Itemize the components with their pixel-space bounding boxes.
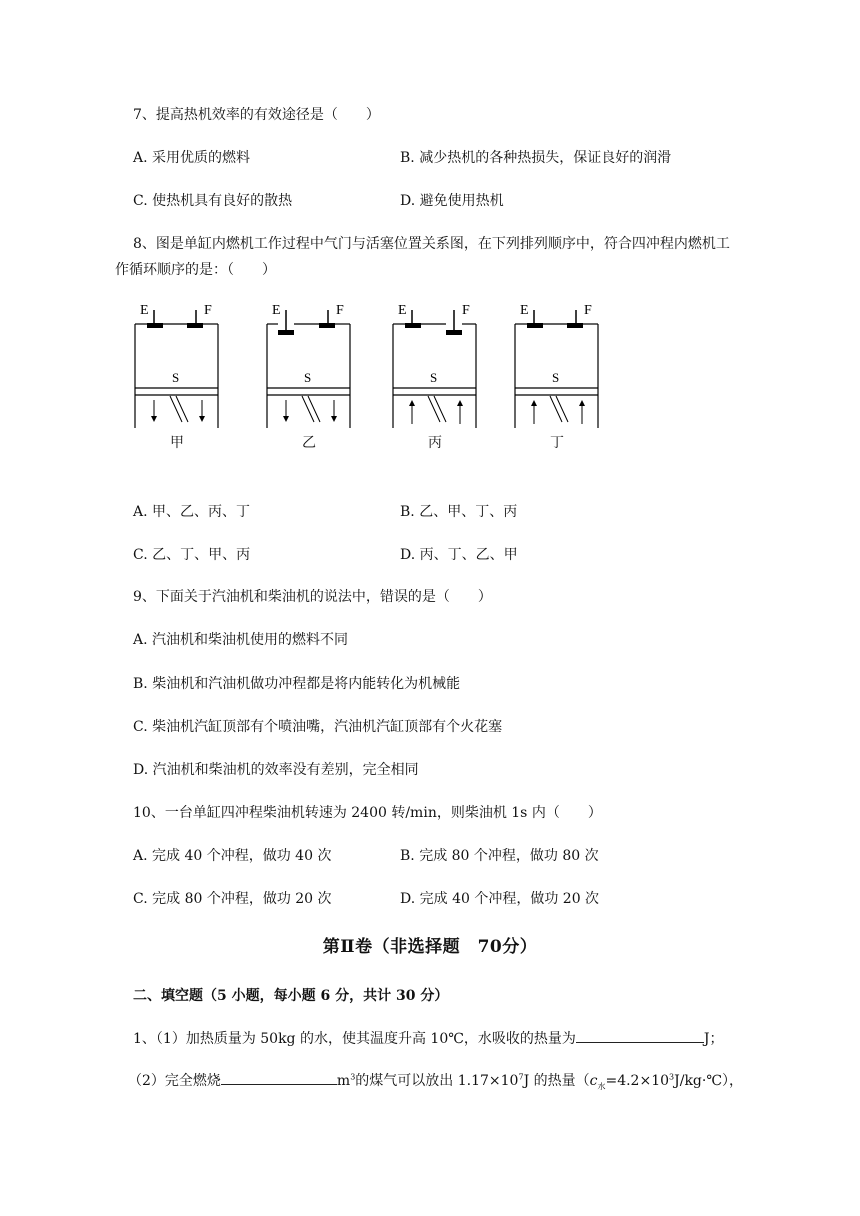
q8-option-a: A. 甲、乙、丙、丁 <box>133 504 251 520</box>
engine-caption: 甲 <box>170 435 184 451</box>
q9-option-c: C. 柴油机汽缸顶部有个喷油嘴，汽油机汽缸顶部有个火花塞 <box>133 719 503 735</box>
exponent: 3 <box>350 1072 356 1082</box>
q8-stem-line2: 作循环顺序的是：（ ） <box>115 262 276 278</box>
q8-option-b: B. 乙、甲、丁、丙 <box>400 504 518 520</box>
q7-option-b: B. 减少热机的各种热损失，保证良好的润滑 <box>400 150 672 166</box>
q10-option-b: B. 完成 80 个冲程，做功 80 次 <box>400 848 599 864</box>
q9-option-a: A. 汽油机和柴油机使用的燃料不同 <box>133 632 349 648</box>
fill1-line1 <box>133 1028 724 1049</box>
valve-e-label: E <box>520 303 529 318</box>
valve-f-label: F <box>462 303 470 318</box>
piston-label: S <box>304 370 312 385</box>
exponent: 7 <box>518 1072 524 1082</box>
fill1-line2 <box>128 1070 743 1091</box>
q9-option-d: D. 汽油机和柴油机的效率没有差别，完全相同 <box>133 762 419 778</box>
fill1-line2-text: （2）完全燃烧 <box>128 1073 221 1089</box>
subscript-water: 水 <box>597 1081 606 1091</box>
engine-yi <box>264 290 364 455</box>
q9-option-b: B. 柴油机和汽油机做功冲程都是将内能转化为机械能 <box>133 676 461 692</box>
valve-f-label: F <box>584 303 592 318</box>
part2-title: 第Ⅱ卷（非选择题 70分） <box>322 937 538 957</box>
fill1-line1-unit: J； <box>703 1031 724 1047</box>
q8-option-c: C. 乙、丁、甲、丙 <box>133 547 251 563</box>
q7-option-d: D. 避免使用热机 <box>400 193 504 209</box>
piston-label: S <box>430 370 438 385</box>
piston-label: S <box>552 370 560 385</box>
exponent: 3 <box>669 1072 675 1082</box>
engine-diagrams <box>0 290 860 460</box>
engine-ding <box>512 290 612 455</box>
engine-caption: 丙 <box>428 435 442 451</box>
engine-yi-figure <box>264 290 364 430</box>
fill1-line2-mid: 的煤气可以放出 1.17×10 <box>355 1073 519 1089</box>
fill1-line2-heat: J 的热量（ <box>523 1073 590 1089</box>
engine-caption: 丁 <box>550 435 564 451</box>
symbol-c: c <box>589 1073 598 1089</box>
engine-bing-figure <box>390 290 490 430</box>
fill-in-section-heading: 二、填空题（5 小题，每小题 6 分，共计 30 分） <box>133 988 449 1004</box>
fill1-line2-unit: J/kg·℃）， <box>674 1073 743 1089</box>
valve-e-label: E <box>272 303 281 318</box>
q10-option-c: C. 完成 80 个冲程，做功 20 次 <box>133 891 332 907</box>
answer-blank[interactable] <box>576 1028 704 1043</box>
q10-option-a: A. 完成 40 个冲程，做功 40 次 <box>133 848 332 864</box>
q7-option-a: A. 采用优质的燃料 <box>133 150 251 166</box>
valve-e-label: E <box>140 303 149 318</box>
q10-option-d: D. 完成 40 个冲程，做功 20 次 <box>400 891 600 907</box>
q9-stem: 9、下面关于汽油机和柴油机的说法中，错误的是（ ） <box>133 589 492 605</box>
valve-e-label: E <box>398 303 407 318</box>
fill1-line2-value: =4.2×10 <box>605 1073 670 1089</box>
q8-stem-line1: 8、图是单缸内燃机工作过程中气门与活塞位置关系图，在下列排列顺序中，符合四冲程内燃机工 <box>133 236 730 252</box>
valve-f-label: F <box>336 303 344 318</box>
piston-label: S <box>172 370 180 385</box>
q8-option-d: D. 丙、丁、乙、甲 <box>400 547 518 563</box>
engine-ding-figure <box>512 290 612 430</box>
valve-f-label: F <box>204 303 212 318</box>
q7-option-c: C. 使热机具有良好的散热 <box>133 193 293 209</box>
engine-jia <box>132 290 232 455</box>
q10-stem: 10、一台单缸四冲程柴油机转速为 2400 转/min，则柴油机 1s 内（ ） <box>133 805 602 821</box>
q7-stem: 7、提高热机效率的有效途径是（ ） <box>133 107 380 123</box>
engine-caption: 乙 <box>302 435 316 451</box>
engine-jia-figure <box>132 290 232 430</box>
engine-bing <box>390 290 490 455</box>
answer-blank[interactable] <box>221 1070 337 1085</box>
unit-m: m <box>336 1073 351 1089</box>
fill1-line1-text: 1、（1）加热质量为 50kg 的水，使其温度升高 10℃，水吸收的热量为 <box>133 1031 576 1047</box>
